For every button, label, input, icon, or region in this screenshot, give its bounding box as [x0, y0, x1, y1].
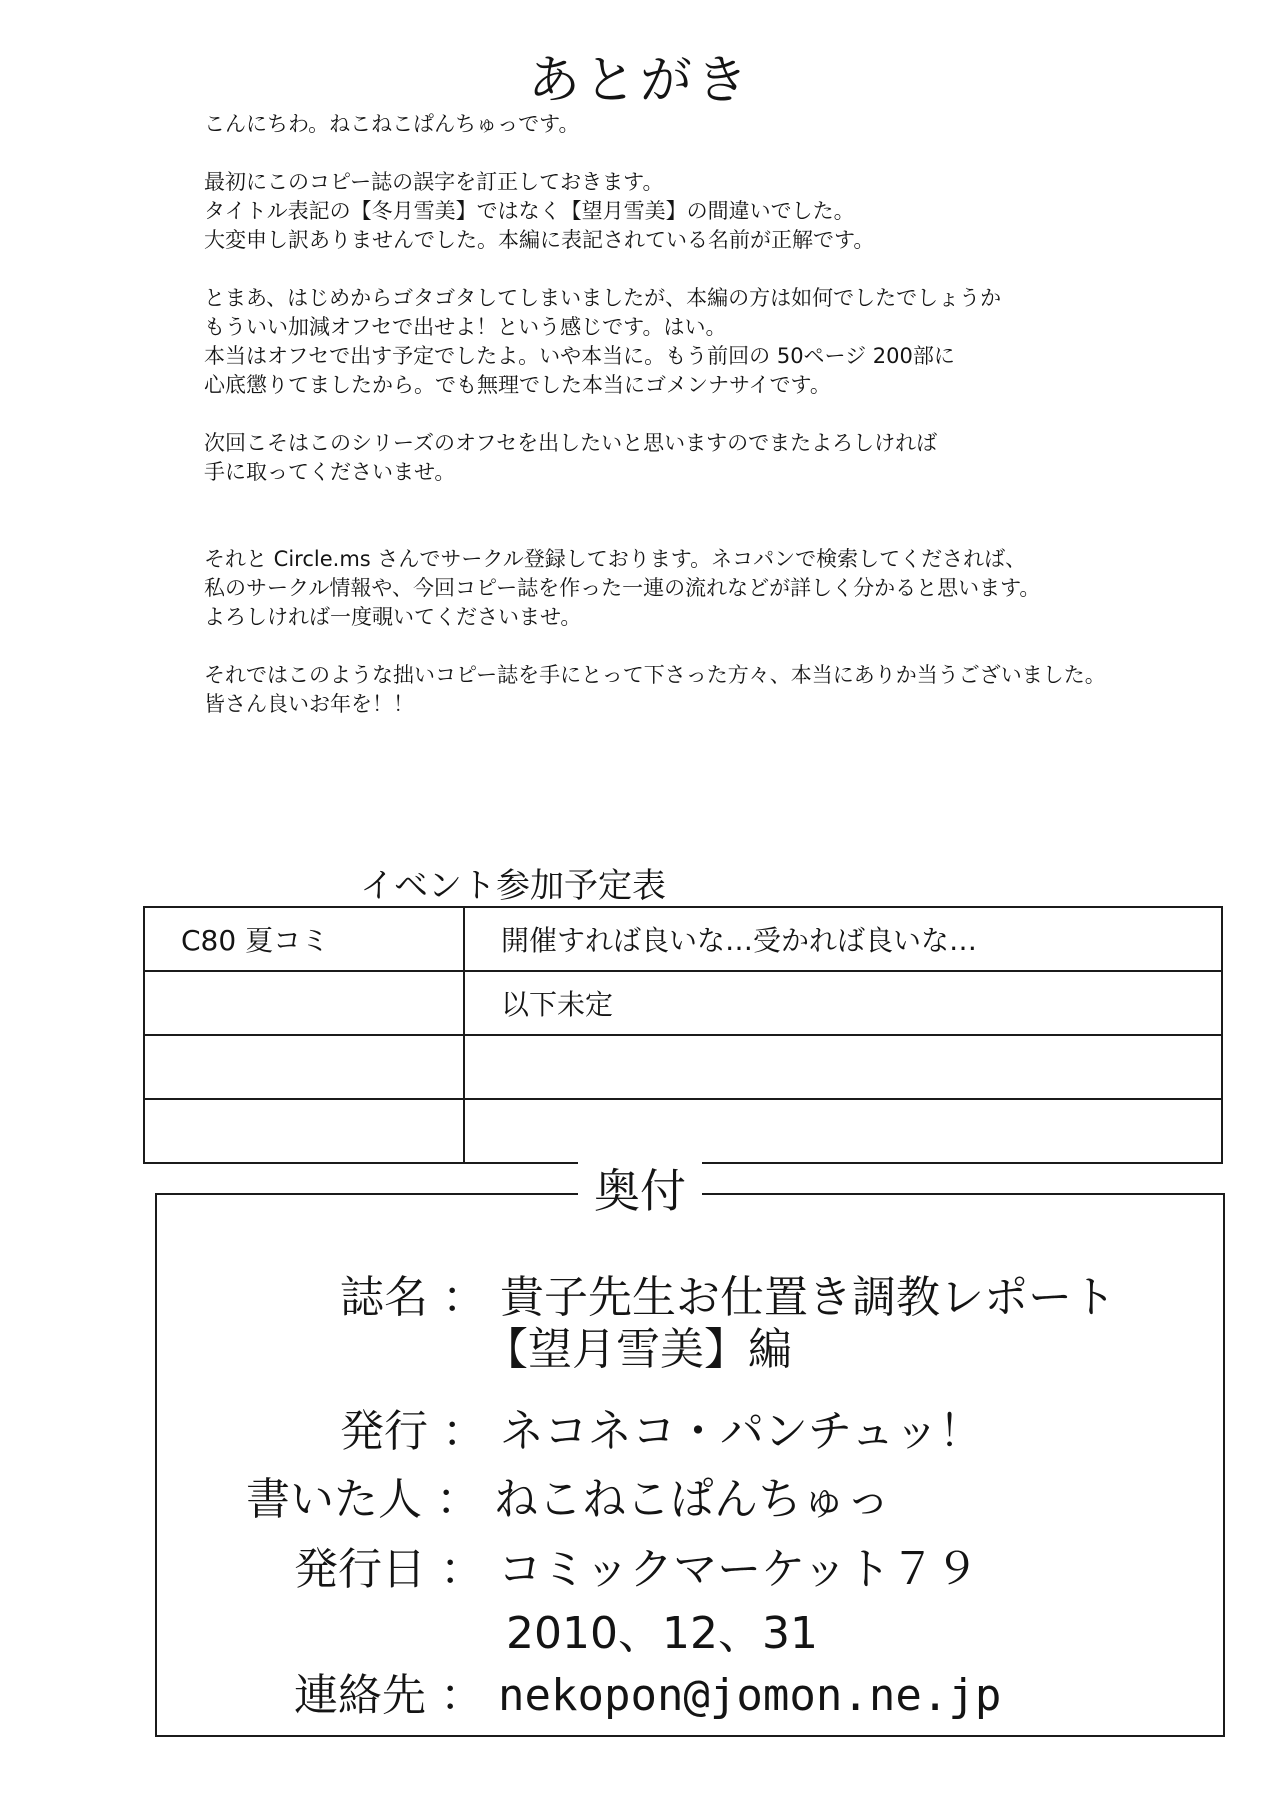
afterword-title: あとがき	[527, 51, 752, 111]
colophon-magazine-row	[340, 1272, 1116, 1324]
separator: ：	[440, 1544, 484, 1595]
table-row	[144, 907, 1222, 971]
circle-info-paragraph	[204, 545, 1264, 632]
circle-info-line: よろしければ一度覗いてくださいませ。	[204, 605, 582, 629]
story-line: とまあ、はじめからゴタゴタしてしまいましたが、本編の方は如何でしたでしょうか	[204, 286, 1002, 310]
correction-line: 大変申し訳ありませんでした。本編に表記されている名前が正解です。	[204, 228, 875, 252]
note-cell: 開催すれば良いな…受かれば良いな…	[464, 907, 1222, 971]
story-paragraph	[204, 284, 1264, 400]
colophon-author-row	[246, 1474, 890, 1526]
separator: ：	[436, 1474, 480, 1525]
circle-info-line: 私のサークル情報や、今回コピー誌を作った一連の流れなどが詳しく分かると思います。	[204, 576, 1041, 600]
separator: ：	[440, 1670, 484, 1721]
colophon-title-wrap	[0, 1162, 1280, 1220]
event-cell	[144, 1035, 464, 1099]
date-label: 発行日	[294, 1544, 426, 1595]
correction-line: 最初にこのコピー誌の誤字を訂正しておきます。	[204, 170, 664, 194]
table-row	[144, 1035, 1222, 1099]
author-label: 書いた人	[246, 1474, 422, 1525]
circle-info-line: それと Circle.ms さんでサークル登録しております。ネコパンで検索してくだされば、	[204, 547, 1027, 571]
closing-line: 皆さん良いお年を！！	[204, 692, 414, 716]
colophon-date-row	[294, 1544, 979, 1596]
magazine-label: 誌名	[340, 1272, 428, 1323]
note-cell: 以下未定	[464, 971, 1222, 1035]
separator: ：	[442, 1406, 486, 1457]
correction-line: タイトル表記の【冬月雪美】ではなく【望月雪美】の間違いでした。	[204, 199, 855, 223]
colophon-publisher-row	[340, 1406, 983, 1458]
magazine-title: 貴子先生お仕置き調教レポート	[500, 1272, 1116, 1323]
contact-label: 連絡先	[294, 1670, 426, 1721]
date-value: 2010、12、31	[506, 1608, 818, 1659]
event-value: コミックマーケット７９	[498, 1544, 979, 1595]
colophon-title: 奥付	[578, 1162, 702, 1220]
greeting-line: こんにちわ。ねこねこぱんちゅっです。	[204, 112, 580, 136]
colophon-date-value-row	[506, 1608, 818, 1660]
author-value: ねこねこぱんちゅっ	[494, 1474, 890, 1525]
table-row	[144, 1099, 1222, 1163]
next-time-paragraph	[204, 429, 1264, 487]
note-cell	[464, 1035, 1222, 1099]
event-cell	[144, 1099, 464, 1163]
magazine-subtitle: 【望月雪美】編	[484, 1324, 792, 1375]
table-row	[144, 971, 1222, 1035]
story-line: 心底懲りてましたから。でも無理でした本当にゴメンナサイです。	[204, 373, 831, 397]
separator: ：	[442, 1272, 486, 1323]
greeting-paragraph	[204, 110, 1264, 139]
story-line: もういい加減オフセで出せよ！という感じです。はい。	[204, 315, 727, 339]
closing-line: それではこのような拙いコピー誌を手にとって下さった方々、本当にありか当うございました。	[204, 663, 1106, 687]
next-time-line: 手に取ってくださいませ。	[204, 460, 456, 484]
note-cell	[464, 1099, 1222, 1163]
event-schedule-table	[143, 906, 1223, 1164]
story-line: 本当はオフセで出す予定でしたよ。いや本当に。もう前回の 50ページ 200部に	[204, 344, 955, 368]
correction-paragraph	[204, 168, 1264, 255]
contact-email: nekopon@jomon.ne.jp	[498, 1670, 1002, 1721]
closing-paragraph	[204, 661, 1264, 719]
schedule-heading: イベント参加予定表	[360, 866, 666, 906]
event-cell: C80 夏コミ	[144, 907, 464, 971]
afterword-body	[204, 110, 1264, 748]
publisher-label: 発行	[340, 1406, 428, 1457]
event-cell	[144, 971, 464, 1035]
colophon-magazine-subtitle-row	[484, 1324, 792, 1376]
colophon-contact-row	[294, 1670, 1001, 1722]
next-time-line: 次回こそはこのシリーズのオフセを出したいと思いますのでまたよろしければ	[204, 431, 938, 455]
publisher-value: ネコネコ・パンチュッ！	[500, 1406, 983, 1457]
